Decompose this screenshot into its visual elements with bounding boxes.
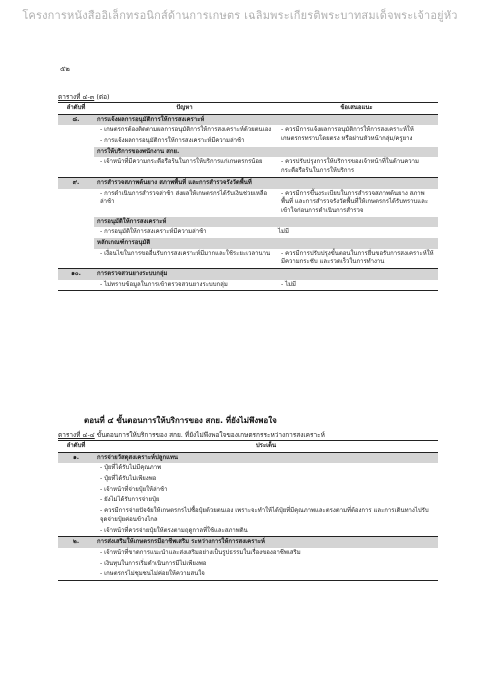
list-item: - เจ้าหน้าที่จ่ายปุ๋ยให้ล่าช้า (100, 485, 168, 493)
col-issue-header: ประเด็น (94, 441, 438, 453)
table-row: - เงื่อนไขในการขออื่นรับการสงเคราะห์มีมากและใช้ระยะเวลานาน - ควรมีการปรับปรุงขั้นตอนในการยื่นขอรับการสงเคราะห์ให้มีความกระชับ และรวดเร็วในการทำงาน (58, 249, 438, 269)
group-row: ๘. การแจ้งผลการอนุมัติการให้การสงเคราะห์ (58, 114, 438, 125)
list-item: - ปุ๋ยที่ได้รับไม่มีคุณภาพ (100, 464, 162, 472)
group-row: การให้บริการของพนักงาน สกย. (58, 147, 438, 158)
table2-caption: ตารางที่ ๔-๔ ขั้นตอนการให้บริการของ สกย. ที่ยังไม่พึงพอใจของเกษตรกรระหว่างการสงเคราะห์ (58, 431, 325, 439)
group-row: ๑. การจ่ายวัสดุสงเคราะห์ปลูกแทน (58, 452, 438, 463)
group-row: การอนุมัติให้การสงเคราะห์ (58, 217, 438, 228)
table-4-3 (58, 102, 438, 291)
table-row: - การอนุมัติให้การสงเคราะห์มีความล่าช้า ไม่มี (100, 228, 289, 236)
col-index-header: ลำดับที่ (58, 441, 94, 453)
group-row: ๑๐. การตรวจสวนยางระบบกลุ่ม (58, 269, 438, 280)
running-header: โครงการหนังสืออิเล็กทรอนิกส์ด้านการเกษตร เฉลิมพระเกียรติพระบาทสมเด็จพระเจ้าอยู่หัว (22, 9, 458, 22)
page-number: ๕๒ (60, 65, 70, 73)
list-item: - เจ้าหน้าที่ควรจ่ายปุ๋ยให้ตรงตามฤดูกาลที่ใช้และสภาพดิน (58, 526, 438, 537)
col-suggestion-header: ข้อเสนอแนะ (275, 103, 438, 115)
list-item: - ยังไม่ได้รับการจ่ายปุ๋ย (100, 496, 160, 504)
group-row: หลักเกณฑ์การอนุมัติ (58, 238, 438, 249)
table1-caption: ตารางที่ ๔-๓ (ต่อ) (58, 93, 110, 101)
list-item: - เจ้าหน้าที่ขาดการแนะนำและส่งเสริมอย่างเป็นรูปธรรมในเรื่องของอาชีพเสริม (100, 548, 301, 556)
table-row: - การแจ้งผลการอนุมัติการให้การสงเคราะห์มีความล่าช้า (100, 137, 245, 145)
col-problem-header: ปัญหา (94, 103, 275, 115)
table-row: - เกษตรกรต้องติดตามผลการอนุมัติการให้การสงเคราะห์ด้วยตนเอง - ควรมีการแจ้งผลการอนุมัติการให้การสงเคราะห์ให้เกษตรกรทราบโดยตรง หรือผ่านหัวหน้ากลุ่ม/ครูยาง (100, 126, 414, 143)
group-row: ๒. การส่งเสริมให้เกษตรกรมีอาชีพเสริม ระหว่างการให้การสงเคราะห์ (58, 537, 438, 548)
group-row: ๙. การสำรวจสภาพต้นยาง สภาพพื้นที่ และการสำรวจรังวัดพื้นที่ (58, 177, 438, 188)
table-row: - เจ้าหน้าที่มีความกระตือรือร้นในการให้บริการแก่เกษตรกรน้อย - ควรปรับปรุงการให้บริการของเจ้าหน้าที่ในด้านความกระตือรือร้นในการให้บริการ (58, 157, 438, 177)
list-item: - เกษตรกรไม่ชุมชนไม่ค่อยให้ความสนใจ (58, 569, 438, 580)
table-row: - ไม่ทราบข้อมูลในการเข้าตรวจสวนยางระบบกลุ่ม - ไม่มี (58, 280, 438, 291)
list-item: - ปุ๋ยที่ได้รับไม่เพียงพอ (100, 475, 157, 483)
col-index-header: ลำดับที่ (58, 103, 94, 115)
list-item: - ควรมีการจ่ายปัจจัยให้เกษตรกรไปซื้อปุ๋ยด้วยตนเอง เพราะจะทำให้ได้ปุ๋ยที่มีคุณภาพและตรงตามที่ต้องการ และการเดินทางไปรับจุดจ่ายปุ๋ยค่อนข้างไกล (100, 507, 429, 523)
list-item: - เงินทุนในการเริ่มดำเนินการมีไม่เพียงพอ (100, 559, 207, 567)
section-title: ตอนที่ ๔ ขั้นตอนการให้บริการของ สกย. ที่ยังไม่พึงพอใจ (84, 416, 277, 425)
table-row: - การดำเนินการสำรวจล่าช้า ส่งผลให้เกษตรกรได้รับเงินช่วยเหลือล่าช้า - ควรมีการขึ้นงระเบียบในการสำรวจสภาพต้นยาง สภาพพื้นที่ และการสำรวจรังวัดพื้นที่ให้เกษตรกรได้รับทราบและเข้าใจก่อนการดำเนินการสำรวจ (100, 189, 429, 214)
table-4-4 (58, 440, 438, 581)
